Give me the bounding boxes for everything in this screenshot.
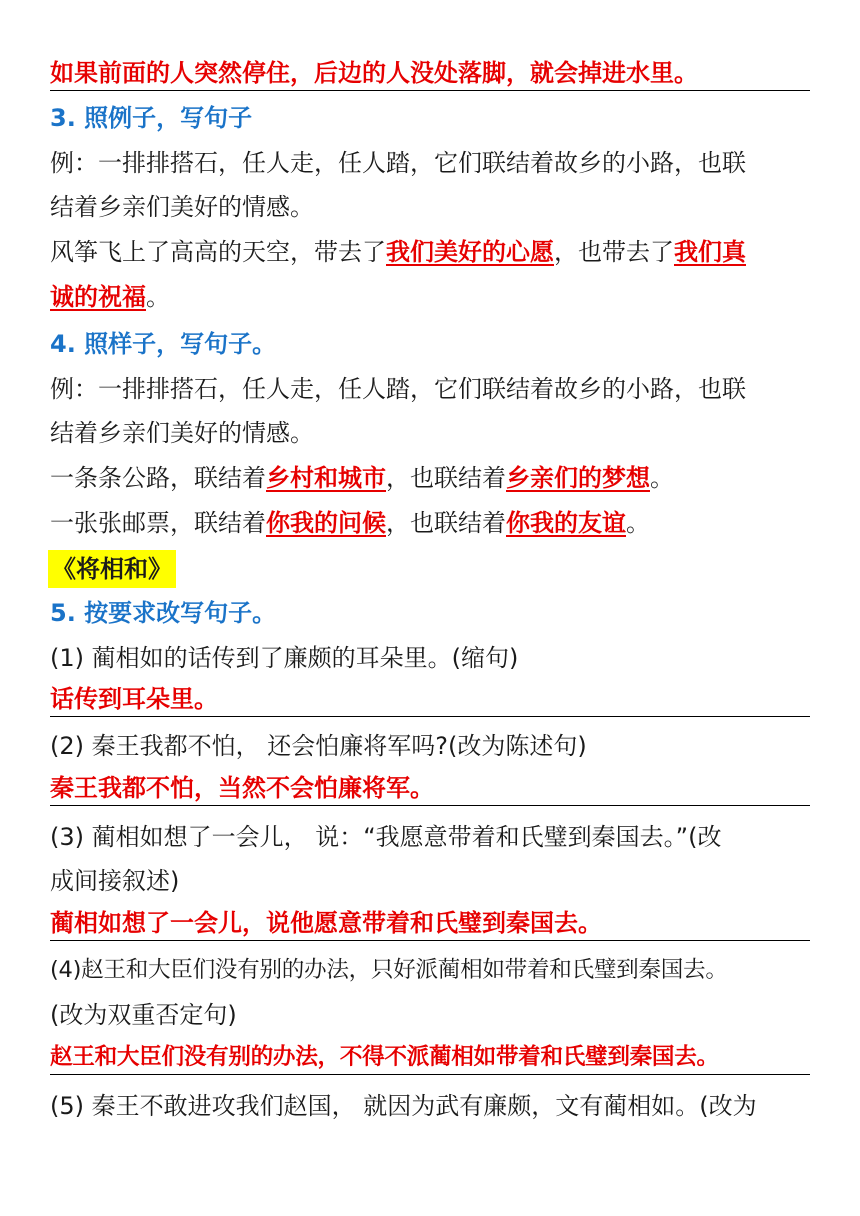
sentence-text: 一张张邮票，联结着: [50, 509, 266, 537]
sentence-text: 。: [650, 464, 674, 492]
sentence-text: ，也联结着: [386, 509, 506, 537]
sentence-text: 一条条公路，联结着: [50, 464, 266, 492]
answer-blank: 我们真: [674, 238, 746, 266]
question-4b: (改为双重否定句): [50, 1001, 237, 1029]
answer-blank: 你我的问候: [266, 509, 386, 537]
sentence-text: 风筝飞上了高高的天空，带去了: [50, 238, 386, 266]
heading-3: 3. 照例子，写句子: [50, 104, 253, 132]
answer-line-1: 如果前面的人突然停住，后边的人没处落脚，就会掉进水里。: [50, 56, 810, 91]
sentence-text: ，也带去了: [554, 238, 674, 266]
answer-blank: 你我的友谊: [506, 509, 626, 537]
sentence-kite: [50, 235, 746, 269]
sentence-kite-cont: [50, 280, 170, 314]
answer-blank: 乡亲们的梦想: [506, 464, 650, 492]
sentence-text: ，也联结着: [386, 464, 506, 492]
answer-2: 秦王我都不怕，当然不会怕廉将军。: [50, 771, 810, 806]
answer-blank: 我们美好的心愿: [386, 238, 554, 266]
answer-4: 赵王和大臣们没有别的办法，不得不派蔺相如带着和氏璧到秦国去。: [50, 1040, 810, 1075]
example-text-1b: 结着乡亲们美好的情感。: [50, 193, 314, 221]
sentence-road: [50, 461, 674, 495]
question-4a: (4)赵王和大臣们没有别的办法，只好派蔺相如带着和氏璧到秦国去。: [50, 957, 728, 983]
answer-3: 蔺相如想了一会儿，说他愿意带着和氏璧到秦国去。: [50, 906, 810, 941]
sentence-stamp: [50, 506, 650, 540]
sentence-text: 。: [146, 283, 170, 311]
example-text-1a: 例：一排排搭石，任人走，任人踏，它们联结着故乡的小路，也联: [50, 149, 746, 177]
sentence-text: 。: [626, 509, 650, 537]
answer-blank: 诚的祝福: [50, 283, 146, 311]
answer-1: 话传到耳朵里。: [50, 682, 810, 717]
example-text-2a: 例：一排排搭石，任人走，任人踏，它们联结着故乡的小路，也联: [50, 375, 746, 403]
heading-5: 5. 按要求改写句子。: [50, 599, 277, 627]
question-3a: (3) 蔺相如想了一会儿， 说：“我愿意带着和氏璧到秦国去。”(改: [50, 823, 722, 851]
question-3b: 成间接叙述): [50, 867, 180, 895]
heading-4: 4. 照样子，写句子。: [50, 330, 277, 358]
question-1: (1) 蔺相如的话传到了廉颇的耳朵里。(缩句): [50, 644, 519, 672]
lesson-title: 《将相和》: [48, 550, 176, 588]
example-text-2b: 结着乡亲们美好的情感。: [50, 419, 314, 447]
question-2: (2) 秦王我都不怕， 还会怕廉将军吗?(改为陈述句): [50, 732, 587, 760]
answer-blank: 乡村和城市: [266, 464, 386, 492]
question-5a: (5) 秦王不敢进攻我们赵国， 就因为武有廉颇，文有蔺相如。(改为: [50, 1092, 757, 1120]
